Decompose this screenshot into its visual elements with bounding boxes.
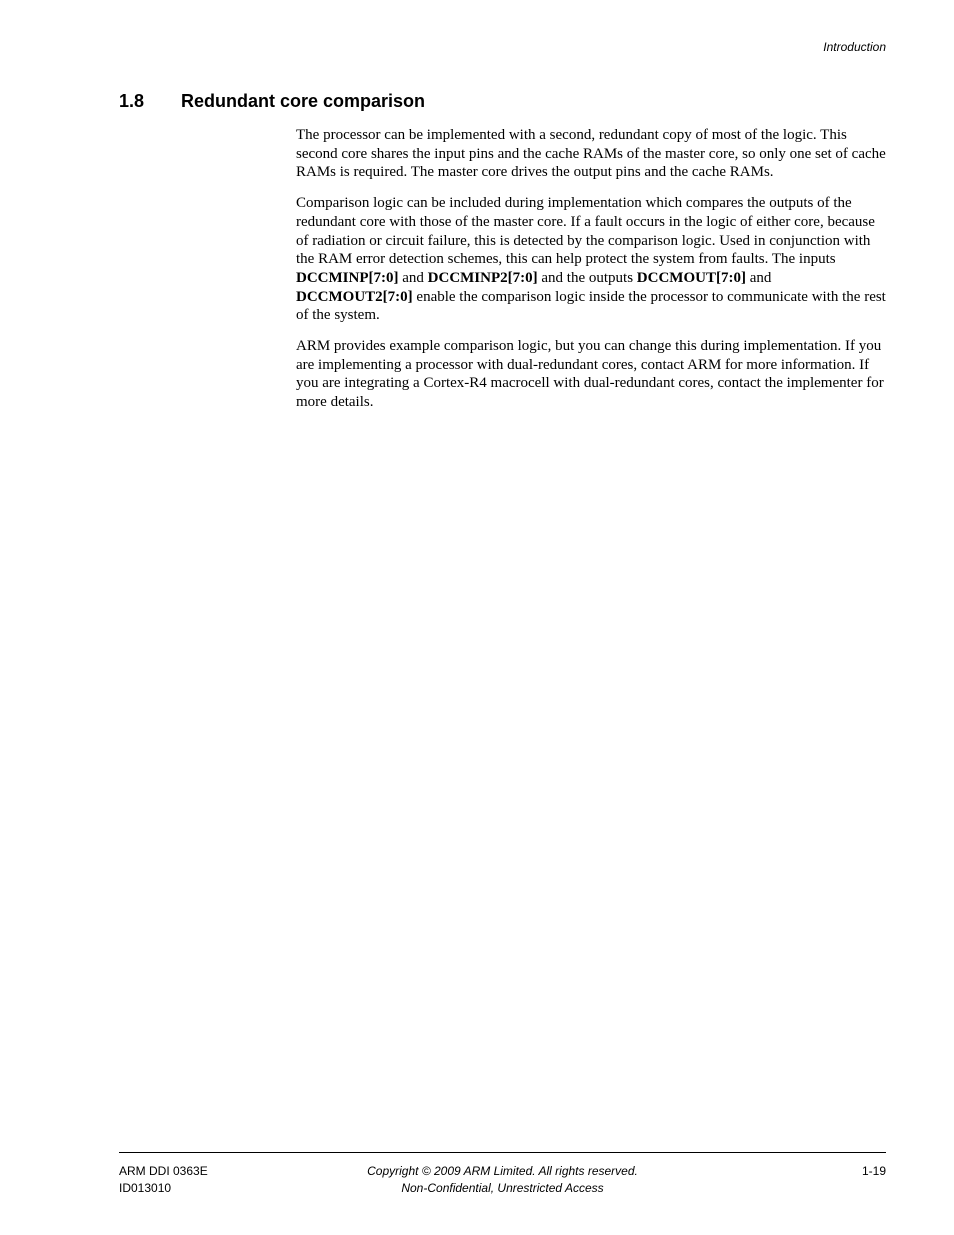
section-title: Redundant core comparison — [181, 91, 426, 111]
footer-doc-number: ARM DDI 0363E — [119, 1164, 208, 1178]
running-header-title: Introduction — [823, 40, 886, 54]
footer-access: Non-Confidential, Unrestricted Access — [401, 1181, 604, 1195]
paragraph-2-text-2: and — [398, 269, 428, 286]
footer-divider — [119, 1152, 886, 1153]
section-heading — [119, 91, 425, 112]
paragraph-2-text-3: and the outputs — [537, 269, 637, 286]
footer-right — [862, 1163, 886, 1180]
signal-dccmout: DCCMOUT[7:0] — [636, 269, 746, 286]
section-number: 1.8 — [119, 91, 145, 111]
paragraph-3: ARM provides example comparison logic, but you can change this during implementation. If you are implementing a processor with dual-redundant cores, contact ARM for more information. If you are integrating a Cortex-R4 macrocell with dual-redundant cores, contact the implementer for more details. — [296, 338, 884, 411]
footer-page-number: 1-19 — [861, 1164, 886, 1178]
paragraph-2 — [296, 194, 886, 325]
footer-copyright: Copyright © 2009 ARM Limited. All rights reserved. — [367, 1164, 638, 1178]
paragraph-2-text-1: Comparison logic can be included during implementation which compares the outputs of the redundant core with those of the master core. If a fault occurs in the logic of either core, because of radiation or circuit failure, this is detected by the comparison logic. Used in conjunction with the RAM error detection schemes, this can help protect the system from faults. The inputs — [296, 195, 875, 268]
signal-dccminp2: DCCMINP2[7:0] — [427, 269, 538, 286]
paragraph-1: The processor can be implemented with a second, redundant copy of most of the logic. This second core shares the input pins and the cache RAMs of the master core, so only one set of cache RAMs is required. The master core drives the output pins and the cache RAMs. — [296, 127, 886, 181]
footer-doc-id: ID013010 — [119, 1181, 172, 1195]
paragraph-2-text-5: enable the comparison logic inside the processor to communicate with the rest of the system. — [296, 288, 886, 324]
signal-dccminp: DCCMINP[7:0] — [296, 269, 399, 286]
footer-center — [119, 1163, 886, 1197]
section-body — [296, 126, 886, 424]
signal-dccmout2: DCCMOUT2[7:0] — [296, 288, 413, 305]
paragraph-2-text-4: and — [745, 269, 772, 286]
